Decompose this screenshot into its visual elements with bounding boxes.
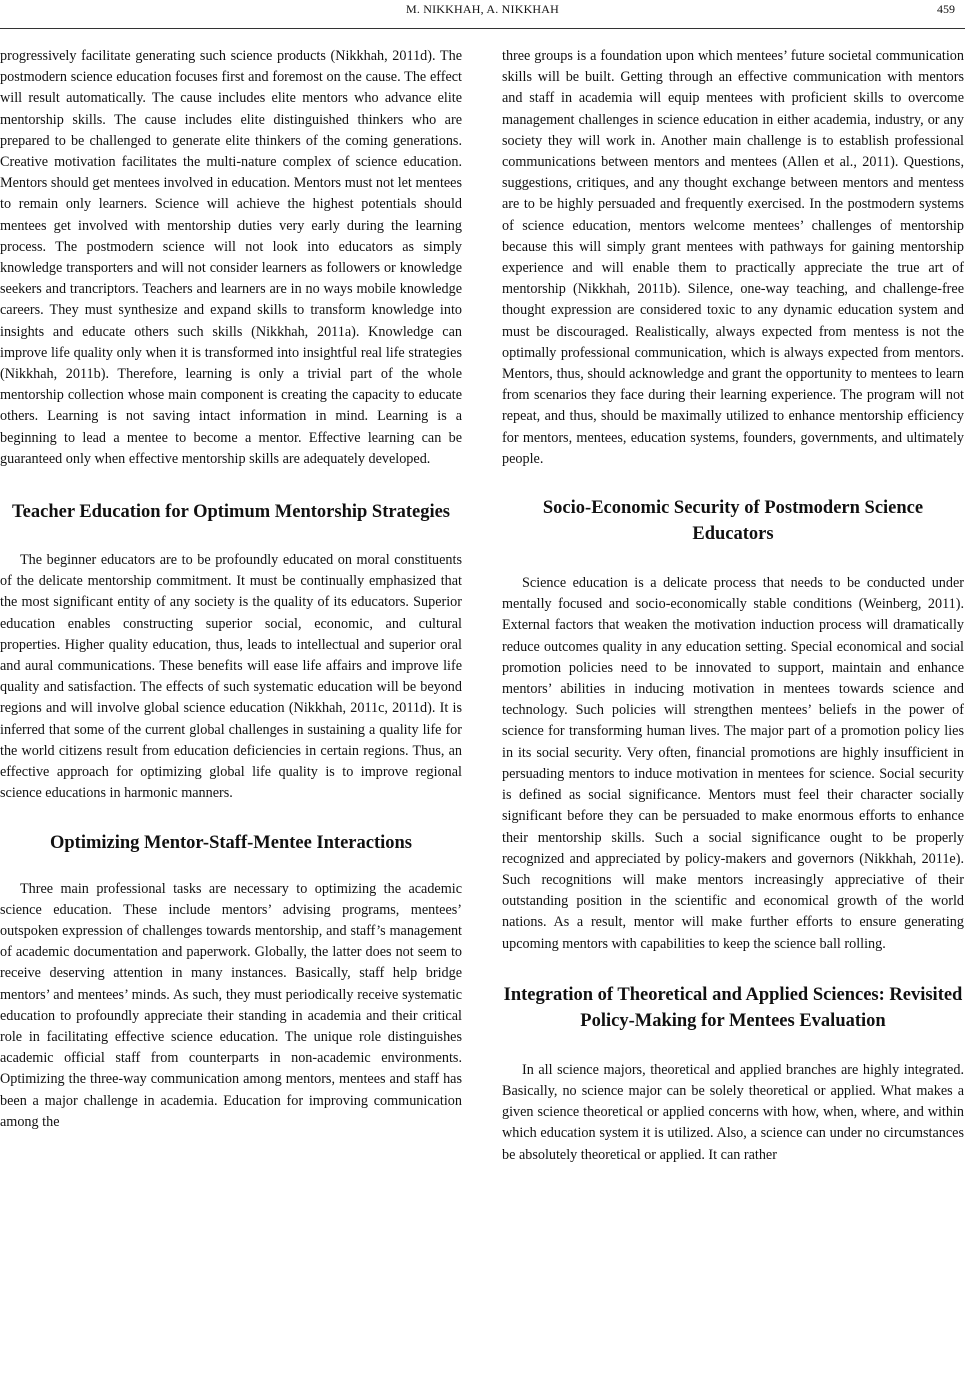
body-paragraph: In all science majors, theoretical and applied branches are highly integrated. Basically, no science major can be solely theoretical or applied. What makes a given science theoretical or applied concerns with how, when, where, and within which education system it is utilized. Also, a science can under no circumstances be absolutely theoretical or applied. It can rather: [502, 1061, 964, 1163]
left-column: [0, 46, 462, 1133]
running-header: [0, 0, 965, 29]
body-paragraph: progressively facilitate generating such science products (Nikkhah, 2011d). The postmodern science education focuses first and foremost on the cause. The effect will result automatically. The cause includes elite mentors who advance elite mentorship skills. The cause includes elite distinguished thinkers who are prepared to be challenged to generate elite thinkers of the coming generations. Creative motivation facilitates the multi-nature complex of science education. Mentors should get mentees involved in education. Mentors must not let mentees to remain only learners. Science will achieve the highest potentials should mentees get involved with mentorship duties very early during the learning process. The postmodern science will not look into educators as simply knowledge transporters and will not consider learners as followers or knowledge seekers and trancriptors. Teachers and learners are in no ways mobile knowledge careers. They must synthesize and expand skills to transform knowledge into insights and educate others such skills (Nikkhah, 2011a). Knowledge can improve life quality only when it is transformed into insightful real life strategies (Nikkhah, 2011b). Therefore, learning is only a trivial part of the whole mentorship collection whose main component is creating the capacity to educate others. Learning is not saving intact information in mind. Learning is a beginning to lead a mentee to become a mentor. Effective learning can be guaranteed only when effective mentorship skills are adequately developed.: [0, 48, 462, 467]
body-paragraph: three groups is a foundation upon which mentees’ future societal communication skills will be built. Getting through an effective communication with mentors and staff in academia will equip mentees with proficient skills to overcome management challenges in science education in either academia, industry, or any society they will work in. Another main challenge is to establish professional communications between mentors and mentees (Allen et al., 2011). Questions, suggestions, critiques, and any thought exchange between mentors and mentess are to be highly persuaded and frequently exercised. In the postmodern systems of science education, mentors welcome mentees’ challenges of mentorship because this will simply grant mentees with pathways for gaining mentorship experience and will enable them to practically appreciate the true art of mentorship (Nikkhah, 2011b). Silence, one-way teaching, and challenge-free thought expression are considered toxic to any dynamic education system and must be discouraged. Realistically, always expected from mentess is not the optimally professional communication, which is always expected from mentors. Mentors, thus, should acknowledge and grant the opportunity to mentees to learn from scenarios they face during their learning experience. The program will not repeat, and thus, should be maximally utilized to enhance mentorship efficiency for mentors, mentees, education systems, founders, governments, and ultimately people.: [502, 48, 964, 467]
section-heading-teacher-education: Teacher Education for Optimum Mentorship Strategies: [12, 502, 450, 523]
section-heading-integration-sciences: Integration of Theoretical and Applied Sciences: Revisited Policy-Making for Mentees Evaluation: [503, 984, 963, 1031]
section-heading-socio-economic-security: Socio-Economic Security of Postmodern Science Educators: [542, 498, 924, 545]
body-paragraph: Science education is a delicate process that needs to be conducted under mentally focused and socio-economically stable conditions (Weinberg, 2011). External factors that weaken the motivation induction process will dramatically reduce outcomes quality in any education setting. Special economical and social promotion policies need to be innovated to support, maintain and enhance mentors’ abilities in inducing motivation in mentees towards science and technology. Such policies will strengthen mentees’ beliefs in the power of science for transforming human lives. The major part of a promotion policy lies in its social security. Very often, financial promotions are highly insufficient in persuading mentors to induce motivation in mentees for science. Social security is defined as social significance. Mentors must feel their character socially significant before they can be persuaded to make enormous efforts to enhance their mentorship skills. Such a social significance ought to be properly recognized and appreciated by policy-makers and governors (Nikkhah, 2011e). Such recognitions will make mentors increasingly appreciative of their outstanding position in the scientific and economical growth of the world nations. As a result, mentor will make further efforts to ensure generating upcoming mentors with capabilities to keep the science ball rolling.: [502, 575, 964, 952]
body-paragraph: The beginner educators are to be profoundly educated on moral constituents of the delicate mentorship commitment. It must be continually emphasized that the most significant entity of any society is the quality of its educators. Superior education enables constructing superior social, economic, and cultural properties. Higher quality education, thus, leads to intellectual and superior oral and aural communications. These benefits will ease life affairs and improve life quality and satisfaction. The effects of such systematic education will be beyond regions and will involve global science education (Nikkhah, 2011c, 2011d). It is inferred that some of the current global challenges in sustaining a quality life for the world citizens result from education deficiencies in certain regions. Thus, an effective approach for optimizing global life quality is to improve regional science educations in harmonic manners.: [0, 552, 462, 802]
section-heading-mentor-staff-mentee: Optimizing Mentor-Staff-Mentee Interactions: [49, 832, 413, 853]
header-authors: M. NIKKHAH, A. NIKKHAH: [405, 2, 560, 16]
right-column: [502, 46, 964, 1166]
page-number: 459: [937, 2, 955, 16]
body-paragraph: Three main professional tasks are necessary to optimizing the academic science education. These include mentors’ advising programs, mentees’ outspoken expression of challenges towards mentorship, and staff’s management of academic documentation and paperwork. Globally, the latter does not seem to receive deserving attention in many instances. Basically, staff help bridge mentors’ and mentees’ minds. As such, they must periodically receive systematic education to profoundly appreciate their standing in academia and their critical role in facilitating effective science education. The unique role distinguishes academic official staff from counterparts in non-academic environments. Optimizing the three-way communication among mentors, mentees and staff has been a major challenge in academia. Education for improving communication among the: [0, 880, 462, 1130]
